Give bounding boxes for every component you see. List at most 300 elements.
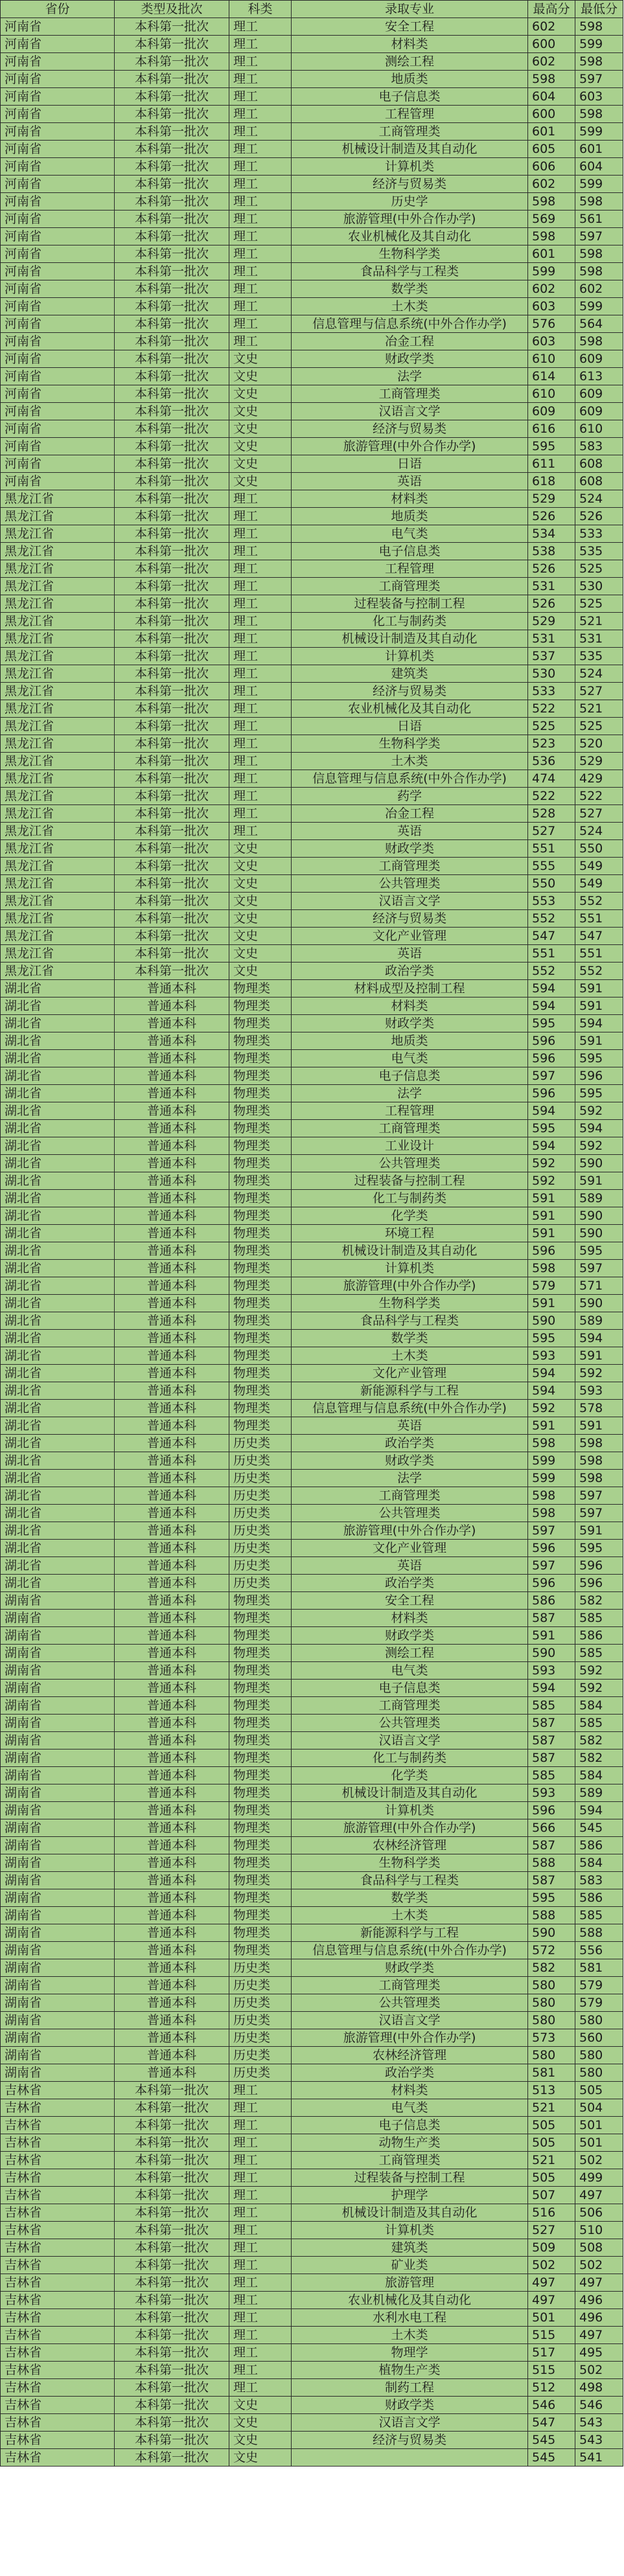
subject-cell: 物理类 [229,1155,292,1172]
max-score-cell: 512 [528,2379,575,2397]
table-row [1,123,623,141]
category-batch-cell: 普通本科 [115,1190,229,1207]
max-score-cell: 611 [528,455,575,473]
min-score-cell: 535 [575,543,623,560]
subject-cell: 理工 [229,770,292,788]
table-row [1,1015,623,1032]
min-score-cell: 602 [575,280,623,298]
province-cell: 吉林省 [1,2099,115,2117]
table-row [1,1242,623,1260]
min-score-cell: 591 [575,1172,623,1190]
category-batch-cell: 普通本科 [115,2029,229,2047]
table-row [1,315,623,333]
subject-cell: 理工 [229,2292,292,2309]
category-batch-cell: 普通本科 [115,1994,229,2012]
major-cell: 旅游管理(中外合作办学) [292,2029,528,2047]
min-score-cell: 535 [575,648,623,665]
category-batch-cell: 普通本科 [115,1155,229,1172]
table-row [1,1680,623,1697]
major-cell: 英语 [292,1417,528,1435]
province-cell: 黑龙江省 [1,578,115,595]
table-row [1,280,623,298]
subject-cell: 理工 [229,508,292,525]
max-score-cell: 592 [528,1155,575,1172]
table-row [1,1994,623,2012]
major-cell: 生物科学类 [292,735,528,753]
subject-cell: 文史 [229,858,292,875]
major-cell: 工业设计 [292,1137,528,1155]
subject-cell: 理工 [229,2204,292,2222]
table-row [1,2292,623,2309]
province-cell: 黑龙江省 [1,910,115,928]
max-score-cell: 605 [528,141,575,158]
min-score-cell: 594 [575,1802,623,1819]
table-row [1,2099,623,2117]
table-row [1,1942,623,1959]
major-cell: 工商管理类 [292,1487,528,1505]
table-row [1,2152,623,2169]
category-batch-cell: 普通本科 [115,1715,229,1732]
province-cell: 湖北省 [1,980,115,997]
table-row [1,1050,623,1067]
table-row [1,1872,623,1889]
province-cell: 吉林省 [1,2309,115,2327]
min-score-cell: 598 [575,1435,623,1452]
category-batch-cell: 普通本科 [115,1085,229,1102]
min-score-cell: 527 [575,805,623,823]
max-score-cell: 604 [528,88,575,106]
province-cell: 湖南省 [1,2012,115,2029]
major-cell: 法学 [292,368,528,385]
province-cell: 湖南省 [1,1750,115,1767]
table-row [1,2012,623,2029]
min-score-cell: 501 [575,2117,623,2134]
max-score-cell: 591 [528,1207,575,1225]
major-cell: 政治学类 [292,1435,528,1452]
major-cell: 植物生产类 [292,2362,528,2379]
subject-cell: 历史类 [229,1540,292,1557]
table-row [1,1627,623,1645]
table-row [1,2362,623,2379]
major-cell: 日语 [292,718,528,735]
max-score-cell: 515 [528,2327,575,2344]
category-batch-cell: 普通本科 [115,1924,229,1942]
category-batch-cell: 本科第一批次 [115,2397,229,2414]
min-score-cell: 496 [575,2292,623,2309]
min-score-cell: 586 [575,1889,623,1907]
subject-cell: 物理类 [229,1610,292,1627]
category-batch-cell: 普通本科 [115,1172,229,1190]
major-cell: 过程装备与控制工程 [292,1172,528,1190]
category-batch-cell: 普通本科 [115,1137,229,1155]
subject-cell: 历史类 [229,1959,292,1977]
category-batch-cell: 普通本科 [115,1435,229,1452]
table-row [1,333,623,350]
category-batch-cell: 普通本科 [115,1907,229,1924]
subject-cell: 文史 [229,438,292,455]
subject-cell: 物理类 [229,1260,292,1277]
min-score-cell: 578 [575,1400,623,1417]
province-cell: 河南省 [1,193,115,211]
category-batch-cell: 普通本科 [115,1575,229,1592]
subject-cell: 物理类 [229,1680,292,1697]
min-score-cell: 591 [575,1347,623,1365]
major-cell: 新能源科学与工程 [292,1382,528,1400]
major-cell: 食品科学与工程类 [292,1872,528,1889]
major-cell: 经济与贸易类 [292,2432,528,2449]
table-row [1,1819,623,1837]
table-row [1,595,623,613]
subject-cell: 理工 [229,2379,292,2397]
category-batch-cell: 本科第一批次 [115,928,229,945]
max-score-cell: 505 [528,2169,575,2187]
header-subject: 科类 [229,1,292,18]
min-score-cell: 502 [575,2362,623,2379]
major-cell: 工商管理类 [292,2152,528,2169]
table-row [1,2187,623,2204]
category-batch-cell: 本科第一批次 [115,385,229,403]
max-score-cell: 566 [528,1819,575,1837]
province-cell: 湖北省 [1,1015,115,1032]
max-score-cell: 474 [528,770,575,788]
max-score-cell: 596 [528,1050,575,1067]
table-row [1,543,623,560]
min-score-cell: 585 [575,1715,623,1732]
subject-cell: 历史类 [229,2029,292,2047]
category-batch-cell: 本科第一批次 [115,193,229,211]
major-cell: 财政学类 [292,1452,528,1470]
table-row [1,1190,623,1207]
max-score-cell: 521 [528,2099,575,2117]
subject-cell: 理工 [229,53,292,71]
province-cell: 湖南省 [1,1854,115,1872]
table-row [1,1067,623,1085]
subject-cell: 物理类 [229,1889,292,1907]
table-row [1,788,623,805]
subject-cell: 物理类 [229,1715,292,1732]
category-batch-cell: 本科第一批次 [115,595,229,613]
table-row [1,1137,623,1155]
max-score-cell: 587 [528,1750,575,1767]
subject-cell: 理工 [229,613,292,630]
category-batch-cell: 本科第一批次 [115,88,229,106]
subject-cell: 物理类 [229,1627,292,1645]
subject-cell: 理工 [229,2099,292,2117]
province-cell: 湖北省 [1,1435,115,1452]
max-score-cell: 507 [528,2187,575,2204]
province-cell: 湖南省 [1,1662,115,1680]
table-row [1,455,623,473]
subject-cell: 物理类 [229,1225,292,1242]
subject-cell: 物理类 [229,1312,292,1330]
category-batch-cell: 本科第一批次 [115,228,229,245]
table-row [1,1295,623,1312]
province-cell: 河南省 [1,53,115,71]
max-score-cell: 597 [528,1067,575,1085]
province-cell: 湖南省 [1,1697,115,1715]
table-row [1,630,623,648]
min-score-cell: 522 [575,788,623,805]
category-batch-cell: 本科第一批次 [115,141,229,158]
max-score-cell: 590 [528,1645,575,1662]
min-score-cell: 527 [575,683,623,700]
max-score-cell: 587 [528,1872,575,1889]
major-cell: 过程装备与控制工程 [292,595,528,613]
category-batch-cell: 本科第一批次 [115,788,229,805]
subject-cell: 文史 [229,403,292,420]
major-cell: 测绘工程 [292,53,528,71]
max-score-cell: 526 [528,560,575,578]
category-batch-cell: 普通本科 [115,1977,229,1994]
table-row [1,88,623,106]
major-cell: 数学类 [292,1889,528,1907]
category-batch-cell: 普通本科 [115,1260,229,1277]
category-batch-cell: 普通本科 [115,1522,229,1540]
table-row [1,385,623,403]
subject-cell: 理工 [229,211,292,228]
table-row [1,1452,623,1470]
subject-cell: 历史类 [229,2064,292,2082]
province-cell: 湖南省 [1,1942,115,1959]
subject-cell: 理工 [229,141,292,158]
max-score-cell: 594 [528,1102,575,1120]
major-cell: 工程管理 [292,1102,528,1120]
table-row [1,1784,623,1802]
table-row [1,2309,623,2327]
table-row [1,2449,623,2467]
province-cell: 河南省 [1,106,115,123]
table-row [1,2397,623,2414]
major-cell: 文化产业管理 [292,1365,528,1382]
min-score-cell: 546 [575,2397,623,2414]
table-row [1,1802,623,1819]
province-cell: 黑龙江省 [1,893,115,910]
min-score-cell: 498 [575,2379,623,2397]
province-cell: 湖北省 [1,1050,115,1067]
province-cell: 吉林省 [1,2204,115,2222]
max-score-cell: 598 [528,228,575,245]
max-score-cell: 602 [528,53,575,71]
category-batch-cell: 普通本科 [115,1854,229,1872]
subject-cell: 物理类 [229,980,292,997]
min-score-cell: 590 [575,1155,623,1172]
province-cell: 河南省 [1,228,115,245]
category-batch-cell: 本科第一批次 [115,245,229,263]
max-score-cell: 609 [528,403,575,420]
min-score-cell: 592 [575,1680,623,1697]
min-score-cell: 598 [575,18,623,36]
min-score-cell: 585 [575,1907,623,1924]
major-cell: 土木类 [292,2327,528,2344]
major-cell: 化工与制药类 [292,1190,528,1207]
min-score-cell: 597 [575,1487,623,1505]
table-body [1,18,623,2467]
subject-cell: 理工 [229,263,292,280]
table-row [1,508,623,525]
major-cell: 英语 [292,945,528,963]
subject-cell: 物理类 [229,1277,292,1295]
province-cell: 黑龙江省 [1,823,115,840]
province-cell: 黑龙江省 [1,928,115,945]
table-row [1,1365,623,1382]
min-score-cell: 547 [575,928,623,945]
table-row [1,1959,623,1977]
province-cell: 湖北省 [1,1120,115,1137]
min-score-cell: 601 [575,141,623,158]
major-cell: 历史学 [292,193,528,211]
table-row [1,2117,623,2134]
table-row [1,1610,623,1627]
major-cell: 物理学 [292,2344,528,2362]
major-cell: 经济与贸易类 [292,420,528,438]
major-cell: 旅游管理(中外合作办学) [292,438,528,455]
major-cell: 机械设计制造及其自动化 [292,630,528,648]
min-score-cell: 520 [575,735,623,753]
subject-cell: 理工 [229,578,292,595]
province-cell: 湖南省 [1,1680,115,1697]
max-score-cell: 591 [528,1627,575,1645]
table-row [1,490,623,508]
major-cell: 工商管理类 [292,123,528,141]
category-batch-cell: 本科第一批次 [115,403,229,420]
province-cell: 吉林省 [1,2432,115,2449]
subject-cell: 物理类 [229,1400,292,1417]
major-cell: 农林经济管理 [292,1837,528,1854]
major-cell: 政治学类 [292,963,528,980]
category-batch-cell: 本科第一批次 [115,753,229,770]
province-cell: 河南省 [1,350,115,368]
category-batch-cell: 本科第一批次 [115,630,229,648]
subject-cell: 历史类 [229,1505,292,1522]
major-cell: 材料类 [292,1610,528,1627]
min-score-cell: 580 [575,2012,623,2029]
table-row [1,1032,623,1050]
province-cell: 湖北省 [1,1487,115,1505]
major-cell: 食品科学与工程类 [292,1312,528,1330]
table-row [1,1662,623,1680]
subject-cell: 理工 [229,71,292,88]
category-batch-cell: 普通本科 [115,1610,229,1627]
category-batch-cell: 普通本科 [115,1382,229,1400]
min-score-cell: 588 [575,1924,623,1942]
subject-cell: 理工 [229,2169,292,2187]
category-batch-cell: 本科第一批次 [115,455,229,473]
max-score-cell: 600 [528,36,575,53]
min-score-cell: 592 [575,1102,623,1120]
max-score-cell: 593 [528,1662,575,1680]
min-score-cell: 603 [575,88,623,106]
category-batch-cell: 本科第一批次 [115,805,229,823]
table-row [1,1085,623,1102]
province-cell: 河南省 [1,403,115,420]
subject-cell: 理工 [229,805,292,823]
province-cell: 河南省 [1,385,115,403]
min-score-cell: 524 [575,823,623,840]
table-row [1,1540,623,1557]
max-score-cell: 582 [528,1959,575,1977]
major-cell: 汉语言文学 [292,1732,528,1750]
max-score-cell: 546 [528,2397,575,2414]
subject-cell: 物理类 [229,1750,292,1767]
province-cell: 湖北省 [1,1452,115,1470]
subject-cell: 物理类 [229,1382,292,1400]
major-cell: 信息管理与信息系统(中外合作办学) [292,1400,528,1417]
max-score-cell: 550 [528,875,575,893]
category-batch-cell: 普通本科 [115,1295,229,1312]
province-cell: 湖南省 [1,1907,115,1924]
table-header [1,1,623,18]
min-score-cell: 598 [575,53,623,71]
table-row [1,1277,623,1295]
subject-cell: 物理类 [229,1067,292,1085]
table-row [1,980,623,997]
min-score-cell: 604 [575,158,623,176]
min-score-cell: 429 [575,770,623,788]
min-score-cell: 530 [575,578,623,595]
table-row [1,1750,623,1767]
province-cell: 湖北省 [1,1417,115,1435]
max-score-cell: 594 [528,997,575,1015]
max-score-cell: 526 [528,508,575,525]
table-row [1,1487,623,1505]
table-row [1,928,623,945]
min-score-cell: 591 [575,1522,623,1540]
major-cell: 工商管理类 [292,1697,528,1715]
max-score-cell: 525 [528,718,575,735]
subject-cell: 历史类 [229,1575,292,1592]
province-cell: 湖北省 [1,1470,115,1487]
table-row [1,2274,623,2292]
province-cell: 湖南省 [1,1645,115,1662]
table-row [1,735,623,753]
min-score-cell: 597 [575,228,623,245]
min-score-cell: 580 [575,2064,623,2082]
table-row [1,1697,623,1715]
min-score-cell: 582 [575,1732,623,1750]
major-cell: 工商管理类 [292,578,528,595]
table-row [1,770,623,788]
category-batch-cell: 普通本科 [115,1680,229,1697]
major-cell: 生物科学类 [292,1854,528,1872]
min-score-cell: 589 [575,1190,623,1207]
subject-cell: 物理类 [229,1924,292,1942]
subject-cell: 文史 [229,945,292,963]
max-score-cell: 526 [528,595,575,613]
category-batch-cell: 本科第一批次 [115,2239,229,2257]
min-score-cell: 497 [575,2274,623,2292]
major-cell: 机械设计制造及其自动化 [292,1784,528,1802]
max-score-cell: 593 [528,1784,575,1802]
max-score-cell: 595 [528,438,575,455]
max-score-cell: 547 [528,928,575,945]
table-row [1,1347,623,1365]
category-batch-cell: 本科第一批次 [115,858,229,875]
max-score-cell: 598 [528,1487,575,1505]
province-cell: 吉林省 [1,2449,115,2467]
category-batch-cell: 普通本科 [115,1470,229,1487]
max-score-cell: 593 [528,1347,575,1365]
category-batch-cell: 普通本科 [115,1837,229,1854]
subject-cell: 理工 [229,228,292,245]
major-cell: 护理学 [292,2187,528,2204]
province-cell: 吉林省 [1,2134,115,2152]
max-score-cell: 587 [528,1732,575,1750]
category-batch-cell: 本科第一批次 [115,36,229,53]
table-row [1,1924,623,1942]
province-cell: 湖南省 [1,1627,115,1645]
subject-cell: 理工 [229,700,292,718]
table-row [1,1505,623,1522]
